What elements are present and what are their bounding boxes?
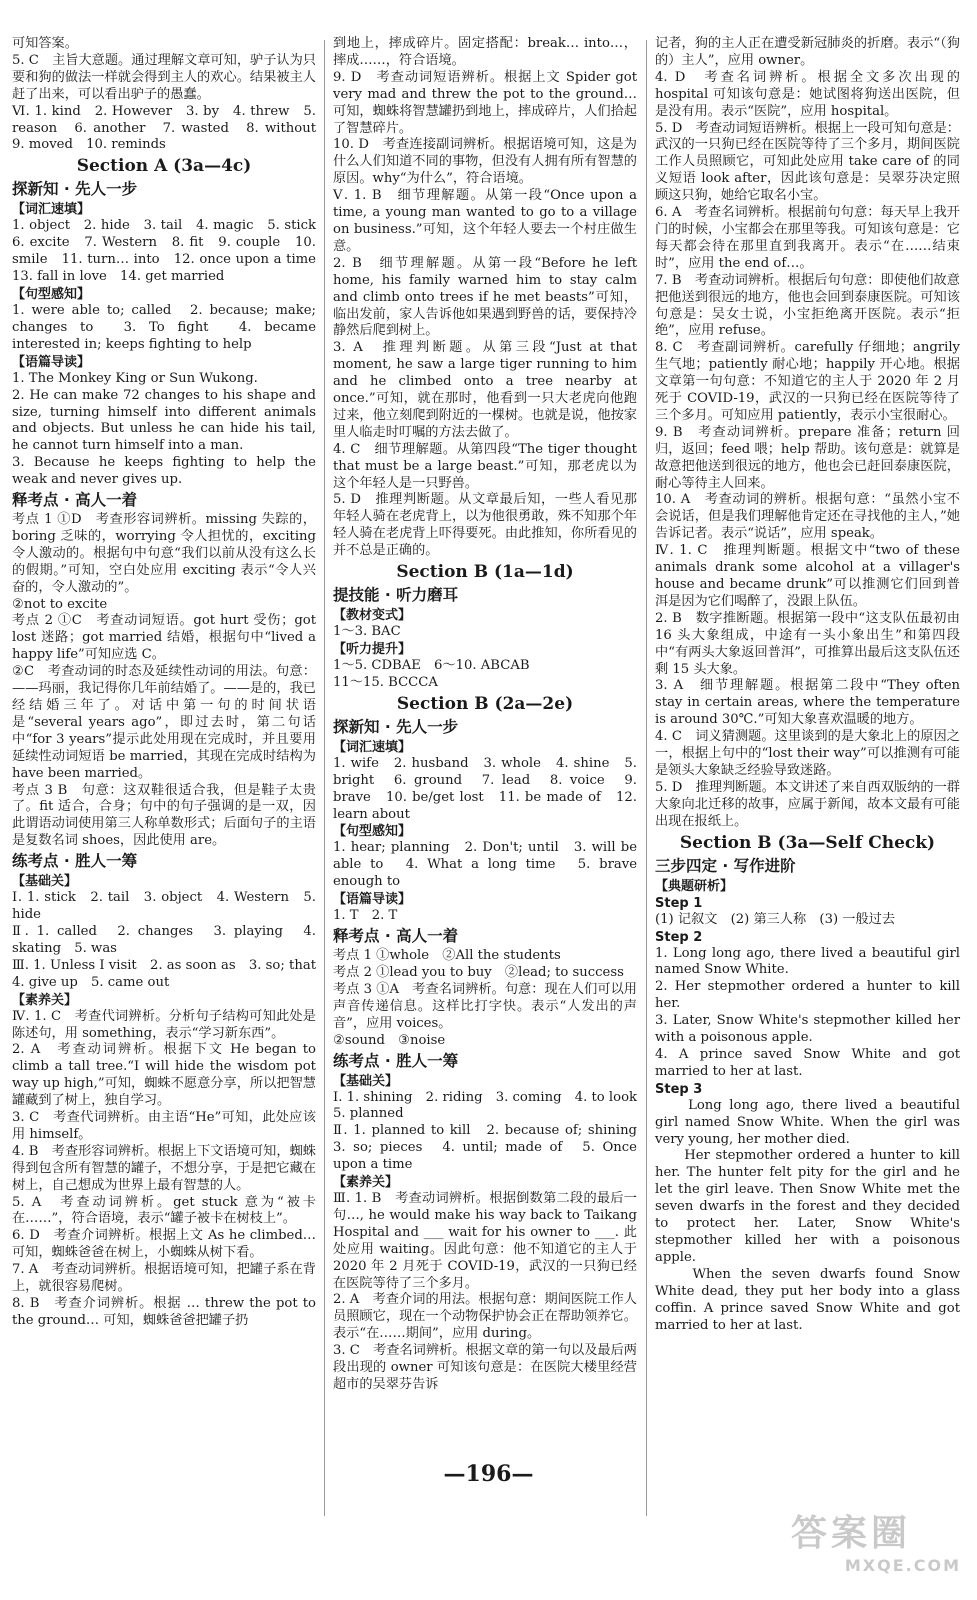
answer-item: 5. D 推理判断题。本文讲述了来自西双版纳的一群大象向北迁移的故事，应属于新闻，故本文最有可能出现在报纸上。 bbox=[655, 779, 960, 829]
answer-item: Her stepmother ordered a hunter to kill her. The hunter felt pity for the girl and he let the girl leave. Then Snow White met the seven dwarfs in the forest and they decided to protect her. Later, Snow White's stepmother killed her with a poisonous apple. bbox=[655, 1148, 960, 1265]
answer-item: Ⅵ. 1. kind 2. However 3. by 4. threw 5. reason 6. another 7. wasted 8. without 9. moved 10. reminds bbox=[12, 103, 330, 153]
section-banner: 释考点 · 高人一着 bbox=[12, 491, 138, 510]
section-banner: 练考点 · 胜人一筹 bbox=[333, 1051, 459, 1070]
answer-item: 8. B 考查介词辨析。根据 … threw the pot to the ground… 可知，蜘蛛爸爸把罐子扔 bbox=[12, 1296, 316, 1328]
section-banner: 提技能 · 听力磨耳 bbox=[333, 586, 459, 605]
watermark-url: MXQE.COM bbox=[844, 1556, 961, 1575]
answer-item: 2. A 考查介词的用法。根据句意：期间医院工作人员照顾它，现在一个动物保护协会正在帮助领养它。表示“在……期间”，应用 during。 bbox=[333, 1292, 637, 1342]
answer-item: 考点 2 ①lead you to buy ②lead; to success bbox=[333, 964, 624, 980]
answer-item: 6. A 考查名词辨析。根据前句句意：每天早上我开门的时候，小宝都会在那里等我。可知该句意是：它每天都会待在那里直到我离开。表示“在……结束时”，应用 the end of…。 bbox=[655, 205, 960, 271]
answer-item: 7. A 考查动词辨析。根据语境可知，把罐子系在背上，就很容易爬树。 bbox=[12, 1262, 316, 1295]
answer-item: 记者，狗的主人正在遭受新冠肺炎的折磨。表示“（狗的）主人”，应用 owner。 bbox=[655, 36, 960, 68]
answer-item: 考点 3 ①A 考查名词辨析。句意：现在人们可以用声音传递信息。这样比打字快。表示“人发出的声音”，应用 voices。 bbox=[333, 981, 637, 1031]
answer-item: Ⅲ. 1. Unless I visit 2. as soon as 3. so; that 4. give up 5. came out bbox=[12, 957, 330, 990]
answer-item: (1) 记叙文 (2) 第三人称 (3) 一般过去 bbox=[655, 911, 896, 927]
answer-item: 可知答案。 bbox=[12, 36, 78, 51]
answer-item: 1. T 2. T bbox=[333, 908, 398, 924]
section-heading: Section B (1a—1d) bbox=[396, 562, 574, 583]
answer-item: 5. C 主旨大意题。通过理解文章可知，驴子认为只要和狗的做法一样就会得到主人的欢心。结果被主人赶了出来，可以看出驴子的愚蠢。 bbox=[12, 52, 316, 102]
part-label: 【词汇速填】 bbox=[12, 202, 91, 218]
answer-column-1 bbox=[12, 36, 330, 1524]
part-label: 【语篇导读】 bbox=[333, 892, 412, 908]
answer-item: 到地上，摔成碎片。固定搭配：break… into…，摔成……，符合语境。 bbox=[333, 36, 637, 68]
part-label: 【基础关】 bbox=[12, 874, 78, 890]
answer-item: 考点 1 ①whole ②All the students bbox=[333, 948, 561, 964]
answer-item: 5. A 考查动词辨析。get stuck 意为“被卡在……”，符合语境，表示“罐子被卡在树枝上”。 bbox=[12, 1194, 316, 1227]
answer-item: Ⅰ. 1. shining 2. riding 3. coming 4. to look 5. planned bbox=[333, 1089, 651, 1122]
answer-item: 考点 2 ①C 考查动词短语。got hurt 受伤；got lost 迷路；got married 结婚，根据句中“lived a happy life”可知应选 C。 bbox=[12, 613, 316, 663]
answer-item: 3. C 考查名词辨析。根据文章的第一句以及最后两段出现的 owner 可知该句意是：在医院大楼里经营超市的吴翠芬告诉 bbox=[333, 1343, 637, 1392]
part-label: Step 3 bbox=[655, 1081, 703, 1097]
section-banner: 三步四定 · 写作进阶 bbox=[655, 856, 796, 875]
answer-item: 1. Long long ago, there lived a beautiful girl named Snow White. bbox=[655, 945, 960, 978]
answer-item: 1. were able to; called 2. because; make; changes to 3. To fight 4. became interested in; keeps fighting to help bbox=[12, 302, 316, 352]
answer-item: 2. B 细节理解题。从第一段“Before he left home, his family warned him to stay calm and climb onto trees if he met beasts”可知，临出发前，家人告诉他如果遇到野兽的话，要保持冷静然后爬到树上。 bbox=[333, 255, 637, 339]
answer-item: 3. C 考查代词辨析。由主语“He”可知，此处应该用 himself。 bbox=[12, 1110, 316, 1142]
answer-item: 4. C 词义猜测题。这里谈到的是大象北上的原因之一，根据上句中的“lost their way”可以推测有可能是领头大象缺乏经验导致迷路。 bbox=[655, 729, 960, 778]
answer-item: 3. Because he keeps fighting to help the weak and never gives up. bbox=[12, 455, 316, 488]
answer-item: 3. Later, Snow White's stepmother killed her with a poisonous apple. bbox=[655, 1013, 960, 1046]
answer-column-3 bbox=[655, 36, 960, 1524]
section-heading: Section B (3a—Self Check) bbox=[679, 832, 936, 853]
answer-item: 8. C 考查副词辨析。carefully 仔细地；angrily 生气地；patiently 耐心地；happily 开心地。根据文章第一句句意：不知道它的主人于 2020 年 2 月死于 COVID-19，武汉的一只狗已经在医院等待了三个多月。可知应用 patiently，表示小宝很耐心。 bbox=[655, 340, 960, 423]
answer-item: Ⅱ. 1. called 2. changes 3. playing 4. skating 5. was bbox=[12, 923, 316, 956]
watermark-main: 答案圈 bbox=[791, 1513, 912, 1554]
answer-item: Long long ago, there lived a beautiful girl named Snow White. When the girl was very young, her mother died. bbox=[655, 1097, 960, 1147]
part-label: 【典题研析】 bbox=[655, 878, 734, 894]
answer-item: 1～5. CDBAE 6～10. ABCAB bbox=[333, 658, 530, 673]
answer-item: Ⅳ. 1. C 推理判断题。根据文中“two of these animals drank some alcohol at a villager's house and became drunk”可以推测它们回到普洱是因为它们喝醉了，没跟上队伍。 bbox=[655, 543, 960, 609]
answer-item: 1. object 2. hide 3. tail 4. magic 5. stick 6. excite 7. Western 8. fit 9. couple 10. smile 11. turn… into 12. once upon a time 13. fall in love 14. get married bbox=[12, 218, 330, 285]
part-label: 【句型感知】 bbox=[12, 286, 91, 302]
answer-item: 1. The Monkey King or Sun Wukong. bbox=[12, 370, 258, 386]
answer-item: ②C 考查动词的时态及延续性动词的用法。句意：——玛丽，我记得你几年前结婚了。——是的，我已经结婚三年了。对话中第一句的时间状语是“several years ago”，即过去时，第二句话中“for 3 years”提示此处用现在完成时，并且要用延续性动词短语 be married，其现在完成时结构为 have been married。 bbox=[12, 664, 316, 781]
answer-item: 考点 3 B 句意：这双鞋很适合我，但是鞋子太贵了。fit 适合，合身；句中的句子强调的是一双，因此谓语动词使用第三人称单数形式；后面句子的主语是复数名词 shoes，因此使用 are。 bbox=[12, 782, 316, 849]
answer-item: 10. A 考查动词的辨析。根据句意：“虽然小宝不会说话，但是我们理解他肯定还在寻找他的主人，”她告诉记者。表示“说话”，应用 speak。 bbox=[655, 492, 960, 542]
answer-item: 4. B 考查形容词辨析。根据上下文语境可知，蜘蛛得到包含所有智慧的罐子，不想分享，于是把它藏在树上，自己想成为世界上最有智慧的人。 bbox=[12, 1143, 316, 1193]
answer-item: 2. A 考查动词辨析。根据下文 He began to climb a tall tree.“I will hide the wisdom pot way up high,”可知，蜘蛛不愿意分享，所以把智慧罐藏到了树上，独自学习。 bbox=[12, 1042, 316, 1109]
answer-item: 2. Her stepmother ordered a hunter to kill her. bbox=[655, 979, 960, 1012]
answer-item: 6. D 考查介词辨析。根据上文 As he climbed… 可知，蜘蛛爸爸在树上，小蜘蛛从树下看。 bbox=[12, 1228, 316, 1261]
answer-item: 7. B 考查动词辨析。根据后句句意：即使他们故意把他送到很远的地方，他也会回到泰康医院。可知该句意是：吴女士说，小宝拒绝离开医院。表示“拒绝”，应用 refuse。 bbox=[655, 272, 960, 339]
answer-item: Ⅱ. 1. planned to kill 2. because of; shining 3. so; pieces 4. until; made of 5. Once upon a time bbox=[333, 1123, 651, 1173]
answer-item: 2. He can make 72 changes to his shape and size, turning himself into different animals and objects. But unless he can hide his tail, he cannot turn himself into a man. bbox=[12, 387, 316, 454]
answer-item: 4. D 考查名词辨析。根据全文多次出现的 hospital 可知该句意是：她试图将狗送出医院，但是没有用。表示“医院”，应用 hospital。 bbox=[655, 69, 960, 119]
answer-item: Ⅲ. 1. B 考查动词辨析。根据倒数第二段的最后一句…, he would make his way back to Taikang Hospital and ___ wait for his owner to ___. 此处应用 waiting。因此句意：他不知道它的主人于 2020 年 2 月死于 COVID-19，武汉的一只狗已经在医院等待了三个多月。 bbox=[333, 1191, 637, 1291]
part-label: 【基础关】 bbox=[333, 1073, 399, 1089]
part-label: 【素养关】 bbox=[333, 1175, 399, 1191]
answer-item: 3. A 推理判断题。从第三段“Just at that moment, he saw a large tiger running to him and he climbed onto a tree nearby at once.”可知，就在那时，他看到一只大老虎向他跑过来，他立刻爬到附近的一棵树。也就是说，他按家里人临走时叮嘱的方法去做了。 bbox=[333, 340, 637, 440]
answer-item: 9. D 考查动词短语辨析。根据上文 Spider got very mad and threw the pot to the ground… 可知，蜘蛛将智慧罐扔到地上，摔成碎片，人们拾起了智慧碎片。 bbox=[333, 69, 637, 136]
answer-column-2 bbox=[333, 36, 651, 1524]
answer-item: 5. D 推理判断题。从文章最后知，一些人看见那年轻人骑在老虎背上，以为他很勇敢，殊不知那个年轻人骑在老虎背上吓得要死。由此推知，你所看见的并不总是正确的。 bbox=[333, 492, 637, 559]
column-divider bbox=[324, 40, 325, 1516]
answer-item: ②not to excite bbox=[12, 596, 108, 612]
answer-item: Ⅴ. 1. B 细节理解题。从第一段“Once upon a time, a young man wanted to go to a village on business.”可知，这个年轻人要去一个村庄做生意。 bbox=[333, 188, 637, 254]
part-label: 【句型感知】 bbox=[333, 824, 412, 840]
section-heading: Section B (2a—2e) bbox=[396, 693, 574, 714]
part-label: 【词汇速填】 bbox=[333, 739, 412, 755]
section-banner: 探新知 · 先人一步 bbox=[12, 180, 138, 199]
answer-item: ②sound ③noise bbox=[333, 1032, 446, 1048]
answer-item: 10. D 考查连接副词辨析。根据语境可知，这是为什么人们知道不同的事物，但没有人拥有所有智慧的原因。why“为什么”，符合语境。 bbox=[333, 137, 637, 187]
page-number: —196— bbox=[443, 1461, 534, 1487]
answer-item: When the seven dwarfs found Snow White dead, they put her body into a glass coffin. A prince saved Snow White and got married to her at last. bbox=[655, 1266, 960, 1333]
part-label: Step 1 bbox=[655, 895, 703, 911]
answer-item: Ⅳ. 1. C 考查代词辨析。分析句子结构可知此处是陈述句，用 something，表示“学习新东西”。 bbox=[12, 1008, 316, 1041]
part-label: Step 2 bbox=[655, 929, 703, 945]
answer-item: 1. hear; planning 2. Don't; until 3. will be able to 4. What a long time 5. brave enough to bbox=[333, 840, 637, 890]
answer-item: 考点 1 ①D 考查形容词辨析。missing 失踪的，boring 乏味的，worrying 令人担忧的，exciting 令人激动的。根据句中句意“我们以前从没有这么长的假期。”可知，空白处应用 exciting 表示“令人兴奋的，令人激动的”。 bbox=[12, 512, 316, 595]
answer-item: 1. wife 2. husband 3. whole 4. shine 5. bright 6. ground 7. lead 8. voice 9. brave 10. be/get lost 11. be made of 12. learn about bbox=[333, 755, 637, 822]
part-label: 【语篇导读】 bbox=[12, 354, 91, 370]
answer-item: 4. A prince saved Snow White and got married to her at last. bbox=[655, 1046, 960, 1079]
answer-item: 2. B 数字推断题。根据第一段中“这支队伍最初由 16 头大象组成，中途有一头小象出生”和第四段中“有两头大象返回普洱”，可推算出最后这支队伍还剩 15 头大象。 bbox=[655, 610, 960, 677]
section-banner: 练考点 · 胜人一筹 bbox=[12, 852, 138, 871]
watermark-logo bbox=[791, 1512, 961, 1592]
answer-item: 1～3. BAC bbox=[333, 624, 401, 640]
section-banner: 释考点 · 高人一着 bbox=[333, 927, 459, 946]
answer-item: 9. B 考查动词辨析。prepare 准备；return 回归，返回；feed 喂；help 帮助。该句意是：就算是故意把他送到很远的地方，他也会已赶回泰康医院，耐心等待主人回来。 bbox=[655, 424, 960, 491]
answer-item: 5. D 考查动词短语辨析。根据上一段可知句意是：武汉的一只狗已经在医院等待了三个多月，期间医院工作人员照顾它，可知此处应用 take care of 的同义短语 look after，因此该句意是：吴翠芬决定照顾这只狗，她给它取名小宝。 bbox=[655, 120, 960, 204]
part-label: 【教材变式】 bbox=[333, 608, 412, 624]
answer-item: 3. A 细节理解题。根据第二段中“They often stay in certain areas, where the temperature is around 30℃.”可知大象喜欢温暖的地方。 bbox=[655, 678, 960, 728]
answer-item: Ⅰ. 1. stick 2. tail 3. object 4. Western 5. hide bbox=[12, 890, 316, 923]
column-divider bbox=[646, 40, 647, 1516]
section-heading: Section A (3a—4c) bbox=[76, 156, 252, 177]
section-banner: 探新知 · 先人一步 bbox=[333, 717, 459, 736]
answer-item: 4. C 细节理解题。从第四段“The tiger thought that must be a large beast.”可知，那老虎以为这个年轻人是一只野兽。 bbox=[333, 441, 637, 491]
part-label: 【素养关】 bbox=[12, 992, 78, 1008]
answer-item: 11～15. BCCCA bbox=[333, 674, 438, 690]
part-label: 【听力提升】 bbox=[333, 642, 412, 657]
